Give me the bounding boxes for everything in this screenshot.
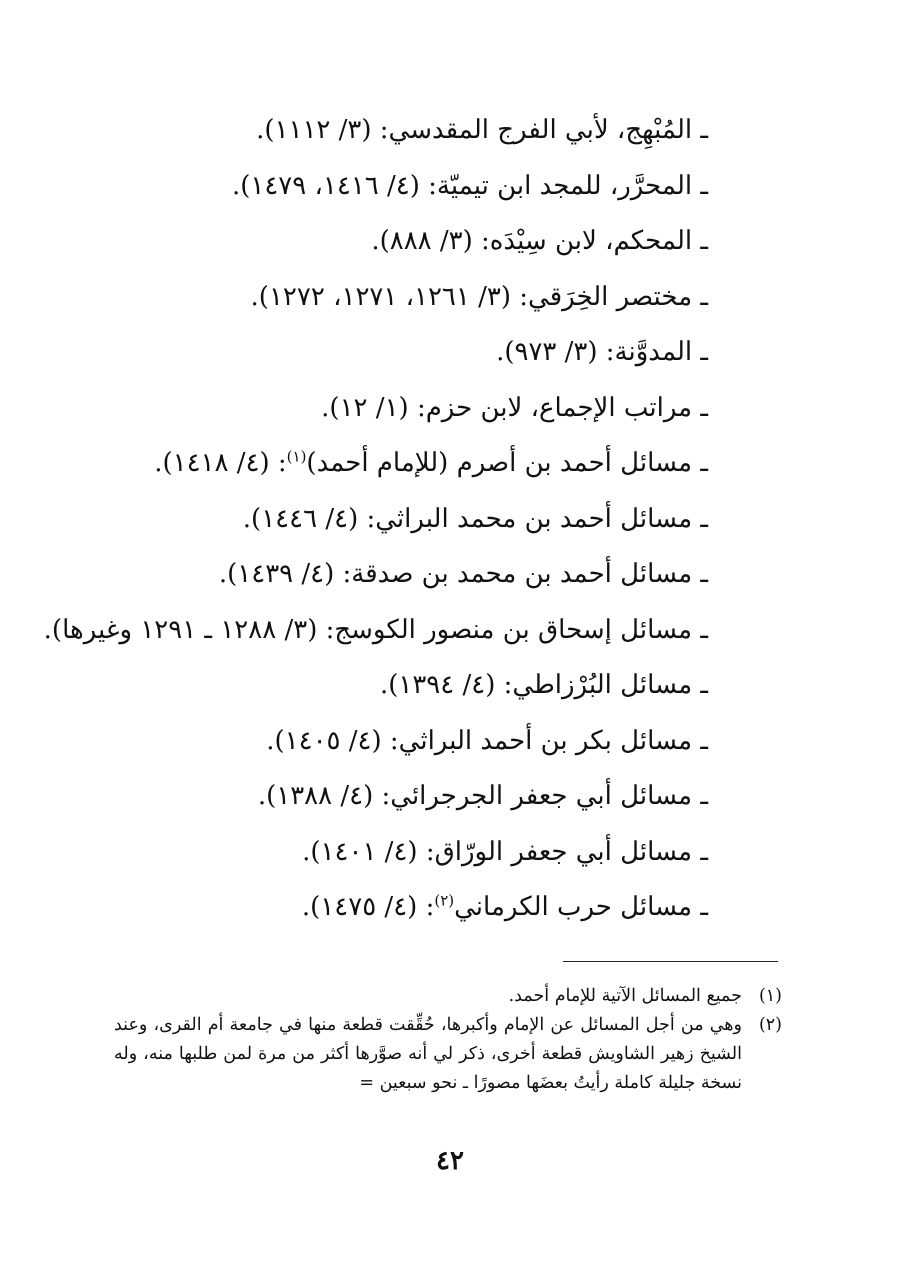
footnote-text: وهي من أجل المسائل عن الإمام وأكبرها، حُقِّقت قطعة منها في جامعة أم القرى، وعند الشيخ زهير الشاويش قطعة أخرى، ذكر لي أنه صوَّرها أكثر من مرة لمن طلبها منه، وله نسخة جليلة كاملة رأيتُ بعضَها مصورًا ـ نحو سبعين = [114,1015,742,1093]
footnote [114,982,782,1011]
entry-text: ـ مسائل البُرْزاطي: (٤/ ١٣٩٤). [379,670,708,700]
footnote [114,1011,782,1098]
reference-entry [68,547,708,603]
reference-entry [68,825,708,881]
references-list [43,103,708,936]
entry-text: ـ المحكم، لابن سِيْدَه: (٣/ ٨٨٨). [371,226,708,256]
entry-text: ـ مسائل حرب الكرماني [454,892,708,922]
entry-text-continued: : (٤/ ١٤٧٥). [301,892,435,922]
reference-entry [68,103,708,159]
footnote-reference[interactable]: (١) [286,447,307,466]
entry-text: ـ مسائل أحمد بن أصرم (للإمام أحمد) [306,448,708,478]
entry-text: ـ مسائل أحمد بن محمد بن صدقة: (٤/ ١٤٣٩). [218,559,708,589]
reference-entry [68,325,708,381]
footnotes-section [114,982,782,1098]
reference-entry [68,159,708,215]
footnote-separator [563,961,778,962]
footnote-number: (١) [758,986,782,1006]
entry-text: ـ مسائل أبي جعفر الجرجرائي: (٤/ ١٣٨٨). [257,781,708,811]
reference-entry [68,381,708,437]
reference-entry [68,714,708,770]
reference-entry [68,769,708,825]
entry-text: ـ مسائل أبي جعفر الورّاق: (٤/ ١٤٠١). [302,836,708,867]
entry-text: ـ مسائل أحمد بن محمد البراثي: (٤/ ١٤٤٦). [242,503,708,534]
reference-entry [68,880,708,936]
reference-entry [43,603,708,659]
reference-entry [68,492,708,548]
entry-text-continued: : (٤/ ١٤١٨). [154,448,287,478]
entry-text: ـ مسائل إسحاق بن منصور الكوسج: (٣/ ١٢٨٨ ـ ١٢٩١ وغيرها). [43,614,708,645]
entry-text: ـ مراتب الإجماع، لابن حزم: (١/ ١٢). [321,392,708,423]
entry-text: ـ المحرَّر، للمجد ابن تيميّة: (٤/ ١٤١٦، ١٤٧٩). [231,170,708,201]
entry-text: ـ مسائل بكر بن أحمد البراثي: (٤/ ١٤٠٥). [266,725,708,756]
entry-text: ـ المُبْهِج، لأبي الفرج المقدسي: (٣/ ١١١٢). [256,115,708,145]
reference-entry [68,658,708,714]
entry-text: ـ المدوَّنة: (٣/ ٩٧٣). [496,337,708,367]
footnote-number: (٢) [758,1015,782,1035]
reference-entry [68,214,708,270]
reference-entry [68,270,708,326]
reference-entry [68,436,708,492]
footnote-reference[interactable]: (٢) [434,891,455,910]
page-number: ٤٢ [436,1146,464,1176]
entry-text: ـ مختصر الخِرَقي: (٣/ ١٢٦١، ١٢٧١، ١٢٧٢). [250,281,708,312]
footnote-text: جميع المسائل الآتية للإمام أحمد. [508,986,742,1006]
